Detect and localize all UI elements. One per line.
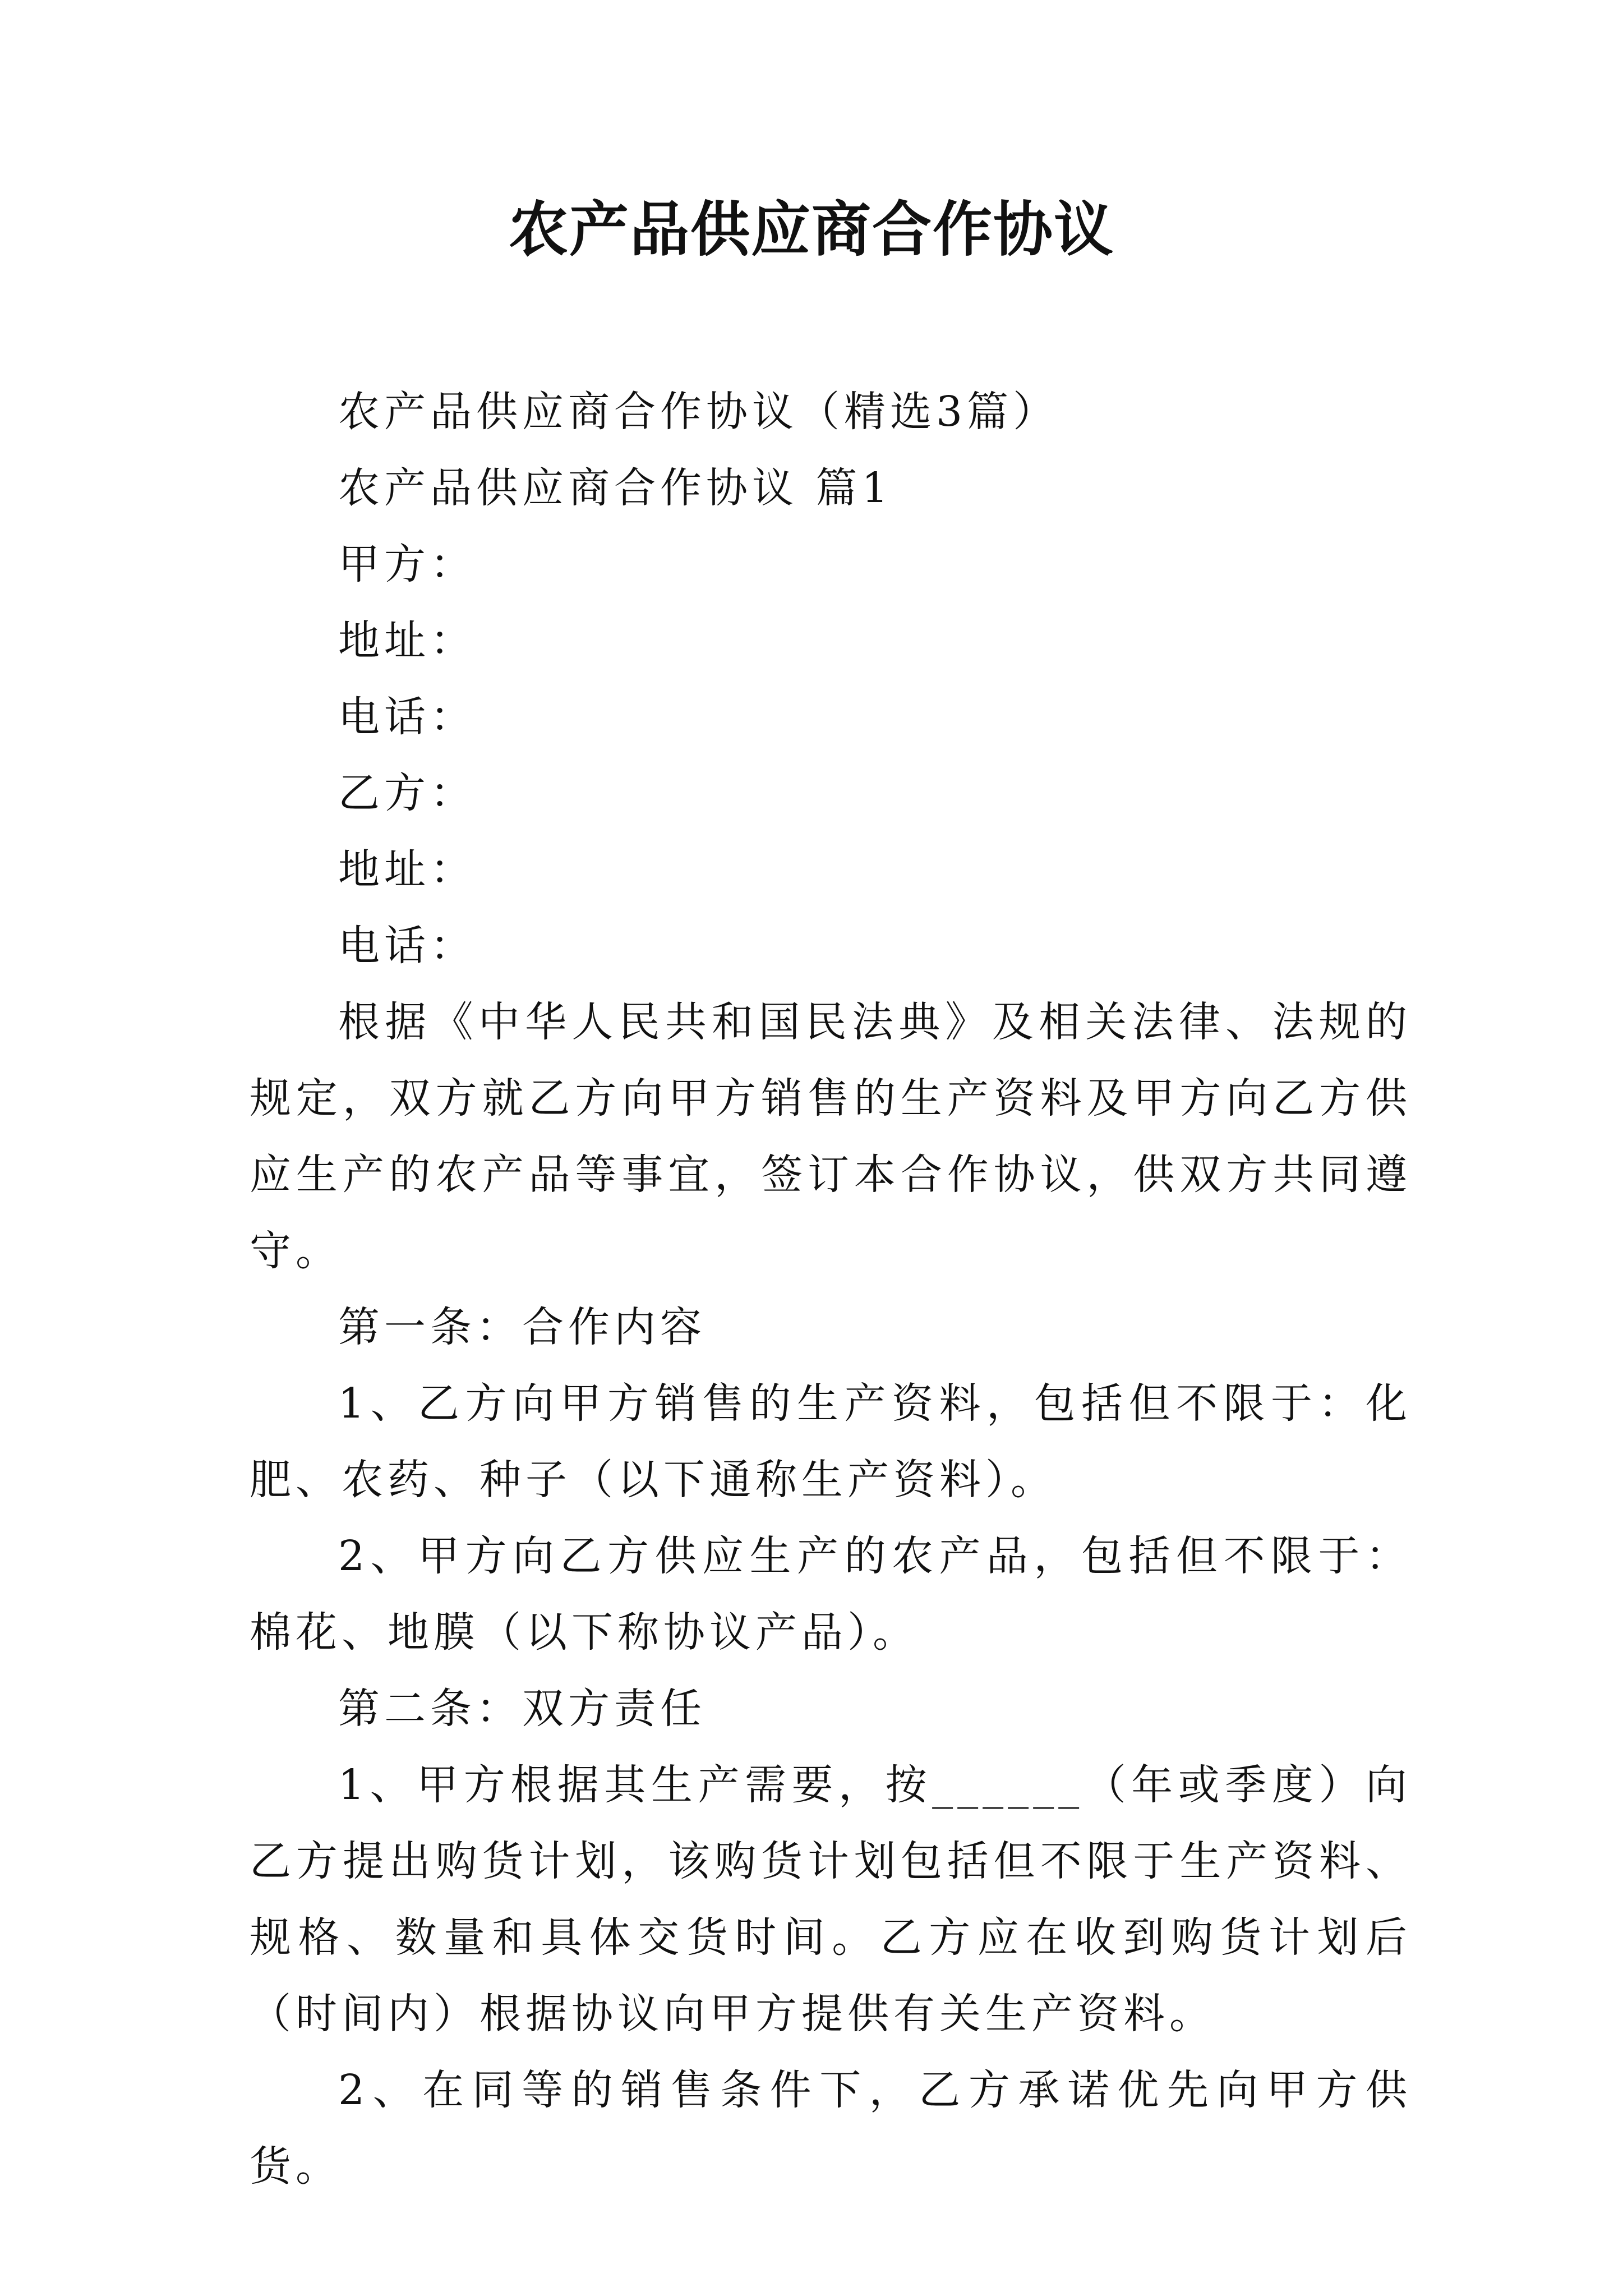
article-1-clause-1: 1、乙方向甲方销售的生产资料，包括但不限于：化肥、农药、种子（以下通称生产资料）。: [250, 1379, 1412, 1504]
article-2-heading: 第二条：双方责任: [338, 1685, 706, 1733]
party-b-label: 乙方：: [338, 769, 476, 817]
article-1-heading: 第一条：合作内容: [338, 1303, 706, 1351]
party-a-address-label: 地址：: [338, 616, 476, 665]
party-a-phone-label: 电话：: [338, 693, 476, 741]
subtitle-selection: 农产品供应商合作协议（精选3篇）: [338, 388, 1059, 436]
article-2-clause-1: 1、甲方根据其生产需要，按______（年或季度）向乙方提出购货计划，该购货计划包括但不限于生产资料、规格、数量和具体交货时间。乙方应在收到购货计划后（时间内）根据协议向甲方提供有关生产资料。: [250, 1761, 1412, 2038]
document-body: [250, 374, 1412, 2205]
party-b-address-label: 地址：: [338, 845, 476, 894]
article-1-clause-2: 2、甲方向乙方供应生产的农产品，包括但不限于：棉花、地膜（以下称协议产品）。: [250, 1532, 1412, 1657]
party-a-label: 甲方：: [338, 540, 476, 588]
article-2-clause-2: 2、在同等的销售条件下，乙方承诺优先向甲方供货。: [250, 2066, 1412, 2191]
party-b-phone-label: 电话：: [338, 922, 476, 970]
document-title: 农产品供应商合作协议: [509, 195, 1114, 264]
preamble-paragraph: 根据《中华人民共和国民法典》及相关法律、法规的规定，双方就乙方向甲方销售的生产资料及甲方向乙方供应生产的农产品等事宜，签订本合作协议，供双方共同遵守。: [250, 998, 1412, 1275]
section-heading-part1: 农产品供应商合作协议 篇1: [338, 464, 893, 512]
